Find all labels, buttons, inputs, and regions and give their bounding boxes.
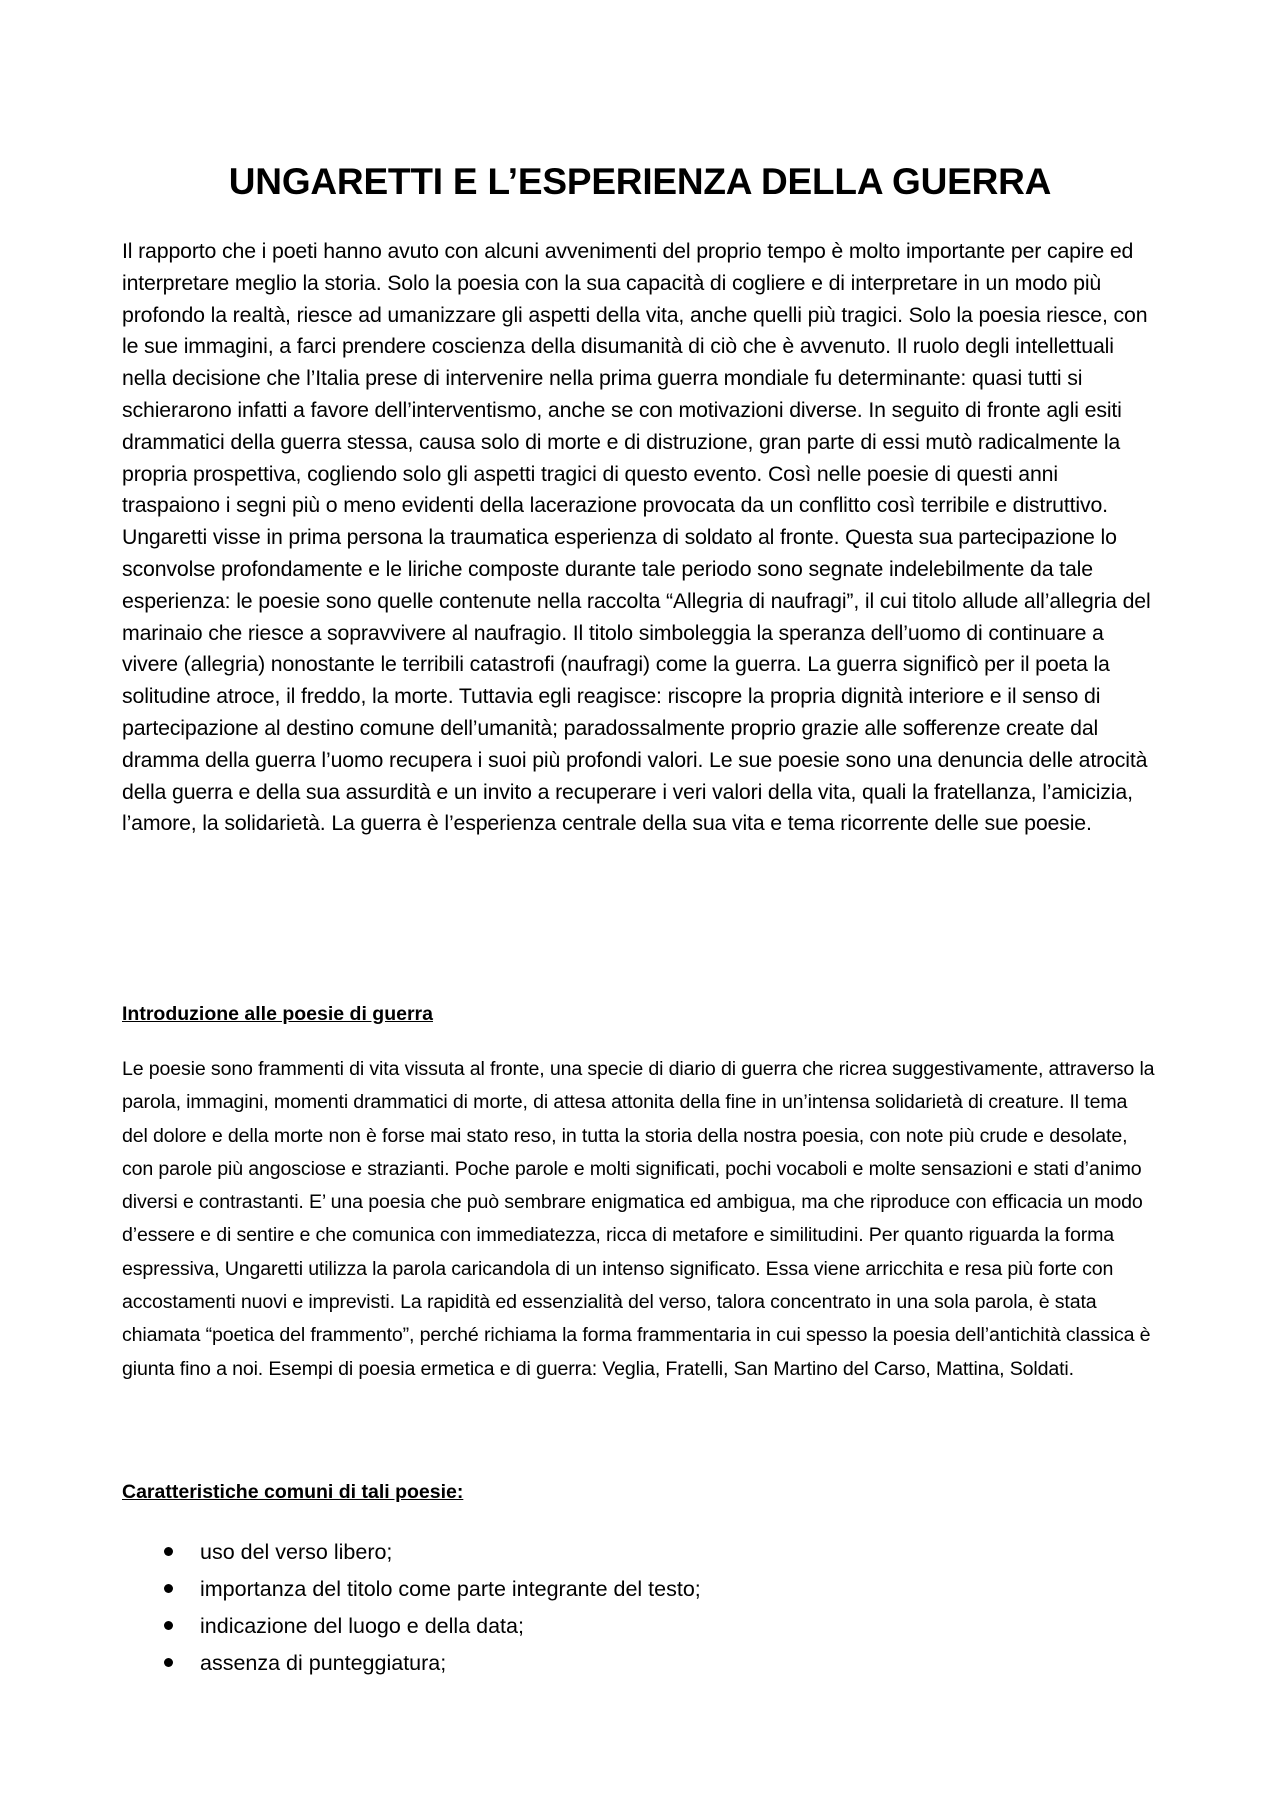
characteristics-list [122,1534,1158,1682]
bullet-icon [164,1584,173,1593]
list-item [122,1534,1158,1571]
list-item [122,1645,1158,1682]
document-title: UNGARETTI E L’ESPERIENZA DELLA GUERRA [228,161,1052,202]
intro-paragraph: Le poesie sono frammenti di vita vissuta al fronte, una specie di diario di guerra che ricrea suggestivamente, attraverso la parola, immagini, momenti drammatici di morte, di attesa attonita della fine in un’intensa solidarietà di creature. Il tema del dolore e della morte non è forse mai stato reso, in tutta la storia della nostra poesia, con note più crude e desolate, con parole più angosciose e strazianti. Poche parole e molti significati, pochi vocaboli e molte sensazioni e stati d’animo diversi e contrastanti. E’ una poesia che può sembrare enigmatica ed ambigua, ma che riproduce con efficacia un modo d’essere e di sentire e che comunica con immediatezza, ricca di metafore e similitudini. Per quanto riguarda la forma espressiva, Ungaretti utilizza la parola caricandola di un intenso significato. Essa viene arricchita e resa più forte con accostamenti nuovi e imprevisti. La rapidità ed essenzialità del verso, talora concentrato in una sola parola, è stata chiamata “poetica del frammento”, perché richiama la forma frammentaria in cui spesso la poesia dell’antichità classica è giunta fino a noi. Esempi di poesia ermetica e di guerra: Veglia, Fratelli, San Martino del Carso, Mattina, Soldati. [122,1058,1155,1380]
bullet-icon [164,1658,173,1667]
intro-heading: Introduzione alle poesie di guerra [122,1003,433,1025]
list-item [122,1571,1158,1608]
bullet-icon [164,1547,173,1556]
list-item-text: importanza del titolo come parte integrante del testo; [200,1577,701,1601]
list-item-text: indicazione del luogo e della data; [200,1614,524,1638]
list-item [122,1608,1158,1645]
list-item-text: assenza di punteggiatura; [200,1651,447,1675]
characteristics-heading: Caratteristiche comuni di tali poesie: [122,1481,464,1503]
list-item-text: uso del verso libero; [200,1540,393,1564]
body-paragraph: Il rapporto che i poeti hanno avuto con alcuni avvenimenti del proprio tempo è molto importante per capire ed interpretare meglio la storia. Solo la poesia con la sua capacità di cogliere e di interpretare in un modo più profondo la realtà, riesce ad umanizzare gli aspetti della vita, anche quelli più tragici. Solo la poesia riesce, con le sue immagini, a farci prendere coscienza della disumanità di ciò che è avvenuto. Il ruolo degli intellettuali nella decisione che l’Italia prese di intervenire nella prima guerra mondiale fu determinante: quasi tutti si schierarono infatti a favore dell’interventismo, anche se con motivazioni diverse. In seguito di fronte agli esiti drammatici della guerra stessa, causa solo di morte e di distruzione, gran parte di essi mutò radicalmente la propria prospettiva, cogliendo solo gli aspetti tragici di questo evento. Così nelle poesie di questi anni traspaiono i segni più o meno evidenti della lacerazione provocata da un conflitto così terribile e distruttivo. Ungaretti visse in prima persona la traumatica esperienza di soldato al fronte. Questa sua partecipazione lo sconvolse profondamente e le liriche composte durante tale periodo sono segnate indelebilmente da tale esperienza: le poesie sono quelle contenute nella raccolta “Allegria di naufragi”, il cui titolo allude all’allegria del marinaio che riesce a sopravvivere al naufragio. Il titolo simboleggia la speranza dell’uomo di continuare a vivere (allegria) nonostante le terribili catastrofi (naufragi) come la guerra. La guerra significò per il poeta la solitudine atroce, il freddo, la morte. Tuttavia egli reagisce: riscopre la propria dignità interiore e il senso di partecipazione al destino comune dell’umanità; paradossalmente proprio grazie alle sofferenze create dal dramma della guerra l’uomo recupera i suoi più profondi valori. Le sue poesie sono una denuncia delle atrocità della guerra e della sua assurdità e un invito a recuperare i veri valori della vita, quali la fratellanza, l’amicizia, l’amore, la solidarietà. La guerra è l’esperienza centrale della sua vita e tema ricorrente delle sue poesie. [122,239,1151,836]
bullet-icon [164,1621,173,1630]
